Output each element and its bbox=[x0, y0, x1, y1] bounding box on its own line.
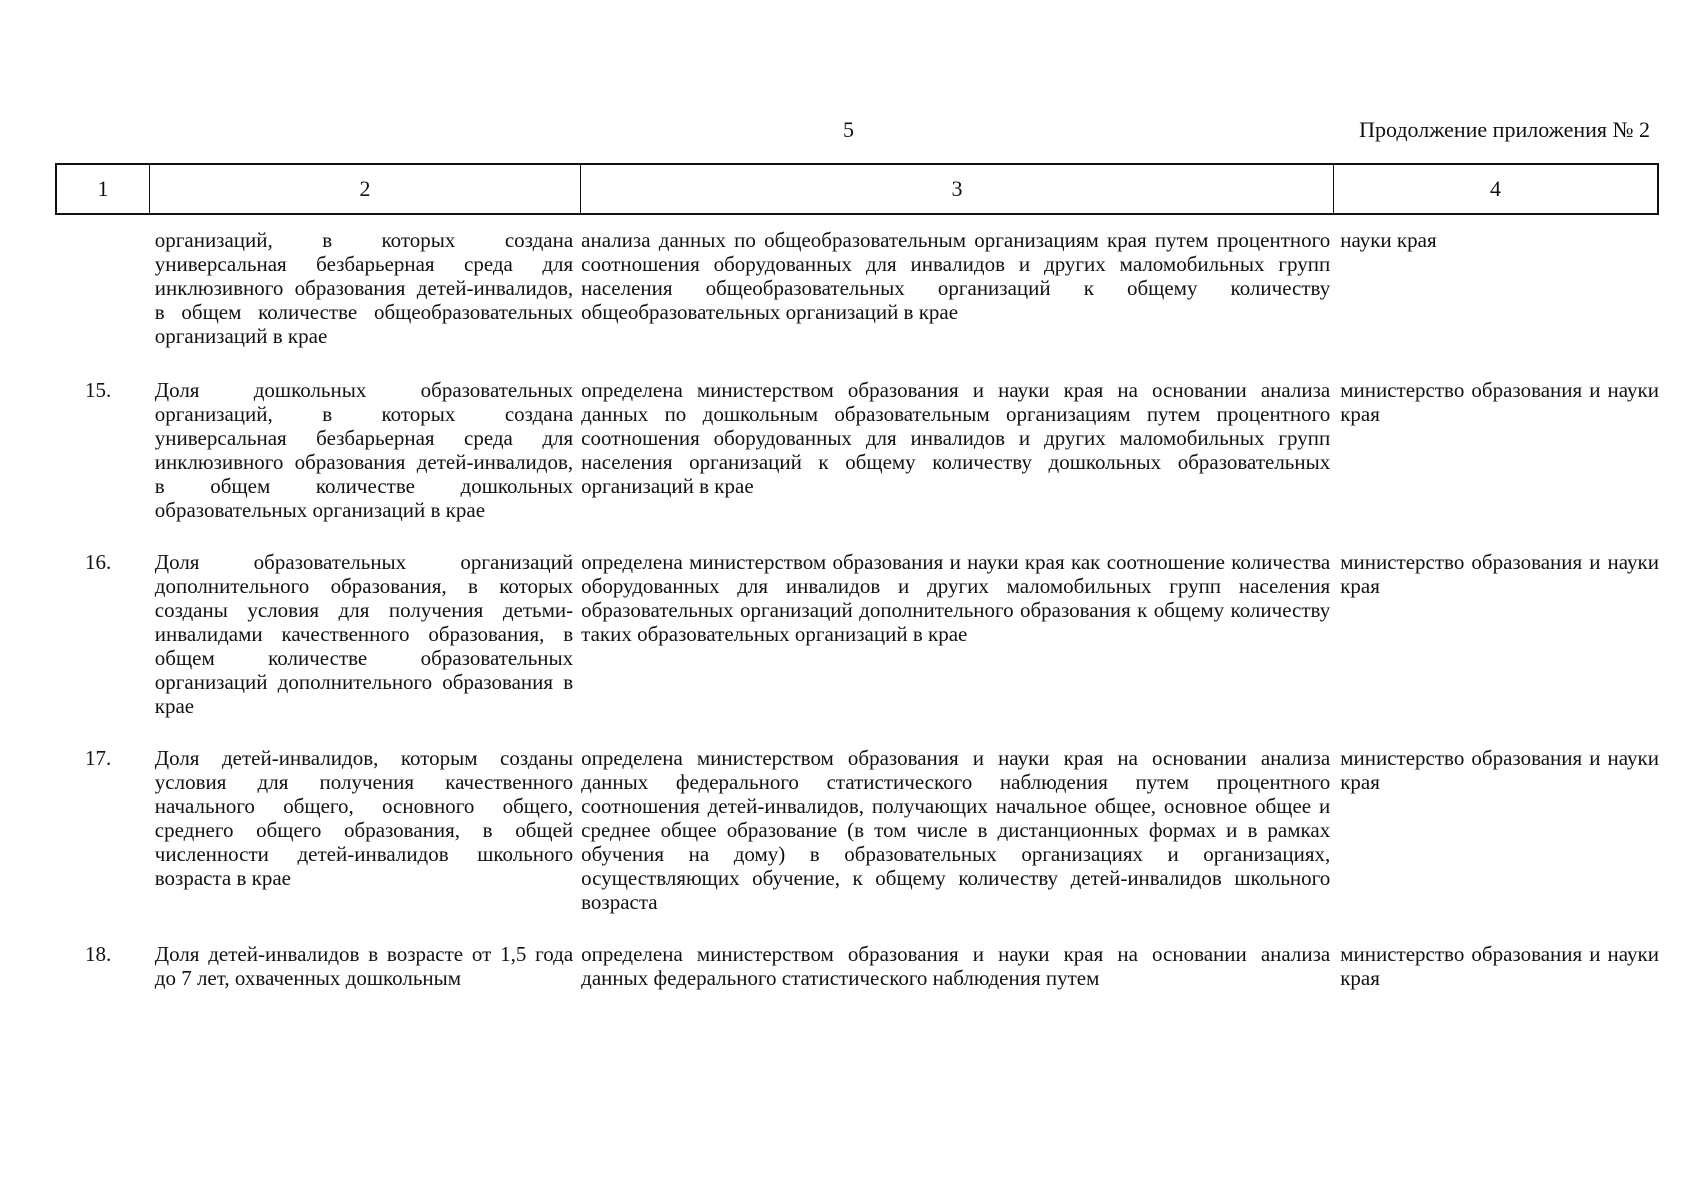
table-row bbox=[55, 746, 1659, 914]
indicator-cell: Доля дошкольных образовательных организаций, в которых создана универсальная безбарьерная среда для инклюзивного образования детей-инвалидов, в общем количестве дошкольных образовательных организаций в крае bbox=[154, 378, 574, 522]
row-number: 16. bbox=[85, 550, 112, 574]
row-number: 15. bbox=[85, 378, 112, 402]
method-cell: анализа данных по общеобразовательным организациям края путем процентного соотношения оборудованных для инвалидов и других маломобильных групп населения общеобразовательных организаций к общему количеству общеобразовательных организаций в крае bbox=[581, 228, 1331, 324]
row-number bbox=[55, 228, 145, 348]
appendix-continuation-label: Продолжение приложения № 2 bbox=[1359, 117, 1650, 142]
method-cell: определена министерством образования и науки края на основании анализа данных федерального статистического наблюдения путем процентного соотношения детей-инвалидов, получающих начальное общее, основное общее и среднее общее образование (в том числе в дистанционных формах и в рамках обучения на дому) в образовательных организациях и организациях, осуществляющих обучение, к общему количеству детей-инвалидов школьного возраста bbox=[581, 746, 1331, 914]
indicator-cell: организаций, в которых создана универсальная безбарьерная среда для инклюзивного образования детей-инвалидов, в общем количестве общеобразовательных организаций в крае bbox=[154, 228, 574, 348]
table-row bbox=[55, 942, 1659, 990]
indicator-cell: Доля детей-инвалидов, которым созданы условия для получения качественного начального общего, основного общего, среднего общего образования, в общей численности детей-инвалидов школьного возраста в крае bbox=[154, 746, 574, 890]
method-cell: определена министерством образования и науки края как соотношение количества оборудованных для инвалидов и других маломобильных групп населения образовательных организаций дополнительного образования к общему количеству таких образовательных организаций в крае bbox=[581, 550, 1331, 646]
column-header-3: 3 bbox=[581, 165, 1334, 213]
table-body bbox=[55, 228, 1659, 1018]
indicator-cell: Доля образовательных организаций дополнительного образования, в которых созданы условия для получения детьми-инвалидами качественного образования, в общем количестве образовательных организаций дополнительного образования в крае bbox=[154, 550, 574, 718]
method-cell: определена министерством образования и науки края на основании анализа данных федерального статистического наблюдения путем bbox=[581, 942, 1331, 990]
table-row bbox=[55, 550, 1659, 718]
method-cell: определена министерством образования и науки края на основании анализа данных по дошкольным образовательным организациям путем процентного соотношения оборудованных для инвалидов и других маломобильных групп населения организаций к общему количеству дошкольных образовательных организаций в крае bbox=[581, 378, 1331, 498]
source-cell: министерство образования и науки края bbox=[1340, 942, 1659, 990]
table-header-row bbox=[55, 163, 1659, 215]
source-cell: науки края bbox=[1340, 228, 1437, 252]
row-number: 17. bbox=[85, 746, 112, 770]
page-number: 5 bbox=[843, 117, 854, 142]
column-header-4: 4 bbox=[1490, 176, 1501, 201]
table-row bbox=[55, 228, 1659, 348]
table-row bbox=[55, 378, 1659, 522]
column-header-2: 2 bbox=[150, 165, 581, 213]
row-number: 18. bbox=[85, 942, 112, 966]
source-cell: министерство образования и науки края bbox=[1340, 746, 1659, 794]
column-header-1: 1 bbox=[57, 165, 150, 213]
indicator-cell: Доля детей-инвалидов в возрасте от 1,5 года до 7 лет, охваченных дошкольным bbox=[154, 942, 574, 990]
source-cell: министерство образования и науки края bbox=[1340, 378, 1659, 426]
source-cell: министерство образования и науки края bbox=[1340, 550, 1659, 598]
